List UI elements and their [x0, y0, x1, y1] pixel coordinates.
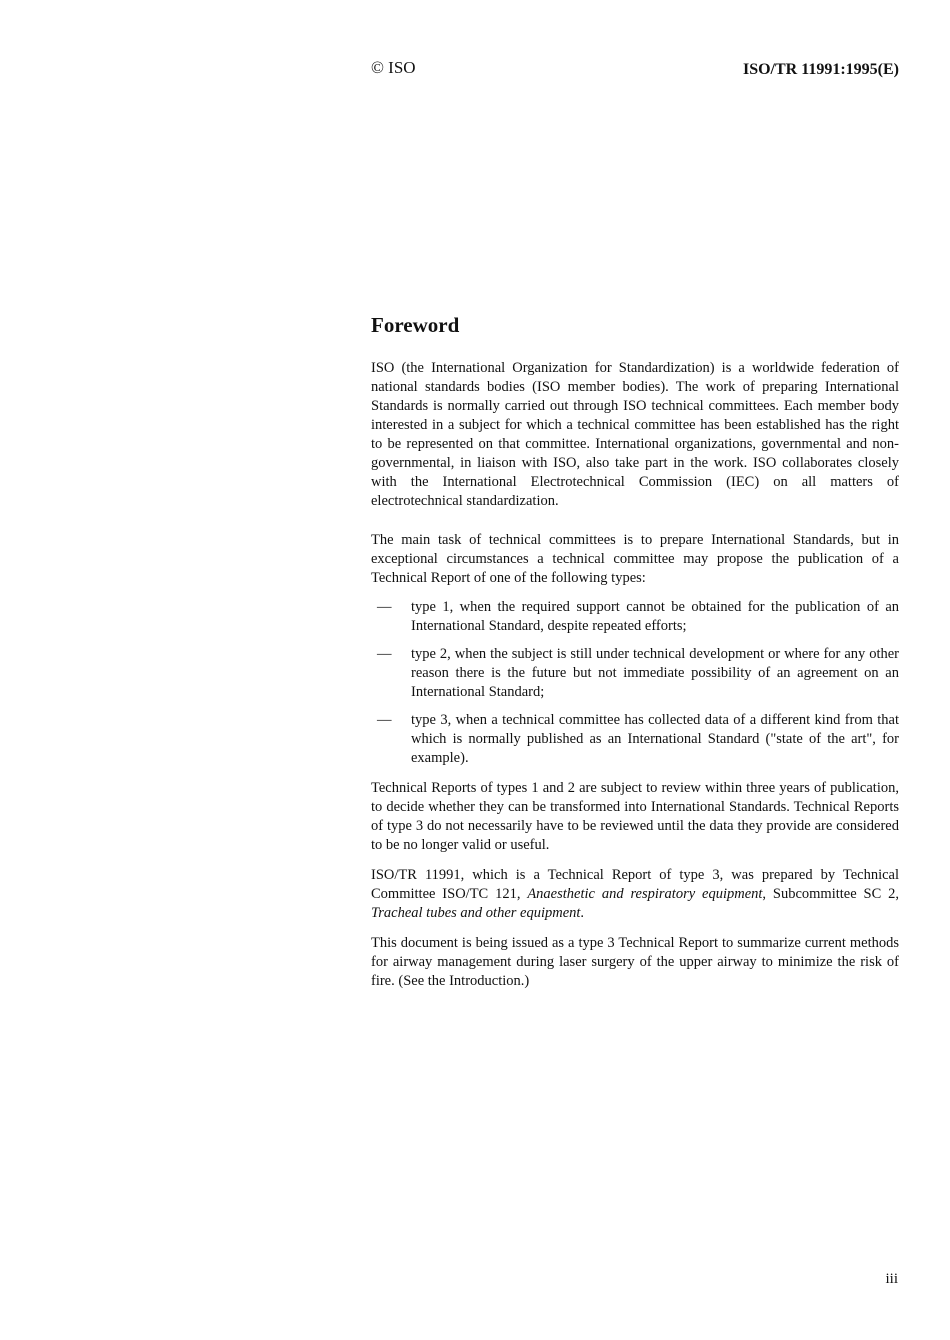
paragraph-purpose: This document is being issued as a type 3 Technical Report to summarize current methods for airway management during laser surgery of the upper airway to minimize the risk of fire. (See the Introduction.): [371, 935, 899, 989]
list-item: [371, 598, 899, 636]
paragraph-iso-intro: ISO (the International Organization for Standardization) is a worldwide federation of national standards bodies (ISO member bodies). The work of preparing International Standards is normally carried out through ISO technical committees. Each member body interested in a subject for which a technical committee has been established has the right to be represented on that committee. International organizations, governmental and non-governmental, in liaison with ISO, also take part in the work. ISO collaborates closely with the International Electrotechnical Commission (IEC) on all matters of electrotechnical standardization.: [371, 360, 899, 509]
page-number: iii: [885, 1271, 898, 1287]
document-identifier: ISO/TR 11991:1995(E): [742, 61, 899, 78]
paragraph-review: Technical Reports of types 1 and 2 are subject to review within three years of publication, to decide whether they can be transformed into International Standards. Technical Reports of type 3 do not necessarily have to be reviewed until the data they provide are considered to be no longer valid or useful.: [371, 780, 899, 853]
list-item-text: type 3, when a technical committee has collected data of a different kind from that which is normally published as an International Standard ("state of the art", for example).: [411, 712, 899, 766]
paragraph-main-task: The main task of technical committees is to prepare International Standards, but in exceptional circumstances a technical committee may propose the publication of a Technical Report of one of the following types:: [371, 532, 899, 586]
dash-bullet: —: [377, 599, 392, 615]
dash-bullet: —: [377, 646, 392, 662]
list-item: [371, 711, 899, 768]
committee-name: Anaesthetic and respiratory equipment: [527, 886, 763, 902]
page-title: Foreword: [371, 313, 460, 337]
report-types-list: [371, 598, 899, 768]
subcommittee-name: Tracheal tubes and other equipment: [371, 905, 581, 921]
foreword-section: [371, 312, 899, 991]
list-item-text: type 1, when the required support cannot be obtained for the publication of an International Standard, despite repeated efforts;: [411, 599, 899, 634]
preparation-text-start: ISO/TR 11991, which is a Technical Report of type 3, was prepared by Technical Committee ISO/TC 121,: [371, 867, 899, 902]
list-item-text: type 2, when the subject is still under technical development or where for any other reason there is the future but not immediate possibility of an agreement on an International Standard;: [411, 646, 899, 700]
preparation-text-middle: , Subcommittee SC 2,: [762, 886, 900, 902]
paragraph-preparation: [371, 866, 899, 923]
preparation-text-end: .: [580, 905, 585, 921]
copyright-label: © ISO: [371, 58, 416, 77]
dash-bullet: —: [377, 712, 392, 728]
list-item: [371, 645, 899, 702]
